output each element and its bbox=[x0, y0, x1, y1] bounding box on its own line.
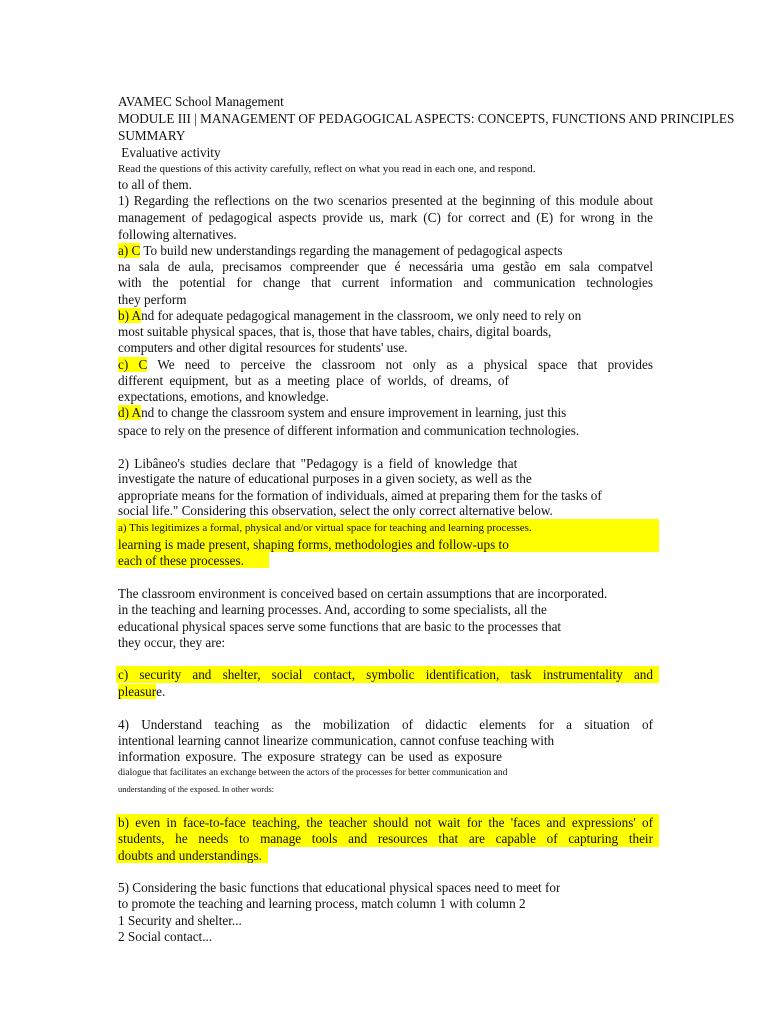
q3-stem-line-4: they occur, they are: bbox=[118, 635, 226, 650]
activity-heading: Evaluative activity bbox=[118, 145, 221, 160]
q1-option-a-line-4: they perform bbox=[118, 292, 187, 307]
q1-option-d bbox=[118, 405, 566, 421]
q3-stem-line-1: The classroom environment is conceived based on certain assumptions that are incorporated. bbox=[118, 586, 608, 601]
q1-option-b-marker: b) A bbox=[118, 308, 142, 323]
platform-title: AVAMEC School Management bbox=[118, 94, 284, 109]
q5-item-2: 2 Social contact... bbox=[118, 929, 213, 944]
summary-heading: SUMMARY bbox=[118, 128, 186, 143]
q1-option-c-line-2: different equipment, but as a meeting place of worlds, of dreams, of bbox=[118, 373, 509, 388]
q4-answer-line-2: students, he needs to manage tools and resources that are capable of capturing their bbox=[118, 831, 653, 846]
q1-option-a-line-2: na sala de aula, precisamos compreender que é necessária uma gestão em sala compatvel bbox=[118, 259, 653, 274]
q5-item-1: 1 Security and shelter... bbox=[118, 913, 242, 928]
q1-option-b bbox=[118, 308, 581, 324]
q3-answer-line-2-highlighted: pleasur bbox=[118, 684, 157, 699]
q2-answer-line-3: each of these processes. bbox=[118, 553, 244, 568]
q4-stem-line-1: 4) Understand teaching as the mobilization of didactic elements for a situation of bbox=[118, 717, 653, 732]
q1-option-c bbox=[118, 357, 653, 373]
q1-option-a-line-3: with the potential for change that current information and communication technologies bbox=[118, 275, 653, 290]
q1-option-c-line-3: expectations, emotions, and knowledge. bbox=[118, 389, 329, 404]
q1-option-d-line-2: space to rely on the presence of different information and communication technologies. bbox=[118, 423, 580, 438]
q4-stem-line-3: information exposure. The exposure strategy can be used as exposure bbox=[118, 749, 502, 764]
q5-stem-line-2: to promote the teaching and learning process, match column 1 with column 2 bbox=[118, 896, 526, 911]
q1-option-d-text: nd to change the classroom system and ensure improvement in learning, just this bbox=[141, 405, 567, 420]
q2-stem-line-1: 2) Libâneo's studies declare that "Pedagogy is a field of knowledge that bbox=[118, 456, 518, 471]
q4-stem-line-2: intentional learning cannot linearize communication, cannot confuse teaching with bbox=[118, 733, 555, 748]
intro-line-1: Read the questions of this activity carefully, reflect on what you read in each one, and respond. bbox=[118, 163, 536, 175]
q1-stem-line-1: 1) Regarding the reflections on the two scenarios presented at the beginning of this module about bbox=[118, 193, 653, 208]
q1-option-d-marker: d) A bbox=[118, 405, 142, 420]
q1-option-b-line-2: most suitable physical spaces, that is, those that have tables, chairs, digital boards, bbox=[118, 324, 552, 339]
q1-option-c-marker: c) C bbox=[118, 357, 148, 372]
q4-answer-line-1: b) even in face-to-face teaching, the teacher should not wait for the 'faces and expressions' of bbox=[118, 815, 653, 830]
intro-line-2: to all of them. bbox=[118, 177, 192, 192]
q4-small-line-2: understanding of the exposed. In other words: bbox=[118, 784, 275, 794]
q1-option-b-line-3: computers and other digital resources for students' use. bbox=[118, 340, 408, 355]
q2-stem-line-4: social life." Considering this observation, select the only correct alternative below. bbox=[118, 503, 553, 518]
q2-stem-line-2: investigate the nature of educational purposes in a given society, as well as the bbox=[118, 471, 532, 486]
module-title: MODULE III | MANAGEMENT OF PEDAGOGICAL ASPECTS: CONCEPTS, FUNCTIONS AND PRINCIPLES bbox=[118, 111, 735, 126]
q1-option-b-text: nd for adequate pedagogical management in the classroom, we only need to rely on bbox=[141, 308, 582, 323]
q1-option-c-text: We need to perceive the classroom not only as a physical space that provides bbox=[147, 357, 653, 372]
q4-answer-line-3: doubts and understandings. bbox=[118, 848, 262, 863]
q5-stem-line-1: 5) Considering the basic functions that educational physical spaces need to meet for bbox=[118, 880, 561, 895]
q3-stem-line-2: in the teaching and learning processes. And, according to some specialists, all the bbox=[118, 602, 547, 617]
q1-option-a-marker: a) C bbox=[118, 243, 141, 258]
q3-answer-line-2-rest: e. bbox=[156, 684, 166, 699]
q1-option-a-text: To build new understandings regarding the management of pedagogical aspects bbox=[140, 243, 563, 258]
q1-stem-line-2: management of pedagogical aspects provide us, mark (C) for correct and (E) for wrong in the bbox=[118, 210, 653, 225]
q1-stem-line-3: following alternatives. bbox=[118, 227, 237, 242]
q1-option-a bbox=[118, 243, 563, 259]
q2-stem-line-3: appropriate means for the formation of individuals, aimed at preparing them for the tasks of bbox=[118, 488, 602, 503]
q4-small-line-1: dialogue that facilitates an exchange between the actors of the processes for better communication and bbox=[118, 768, 508, 778]
q3-answer-line-1: c) security and shelter, social contact, symbolic identification, task instrumentality and bbox=[118, 667, 653, 682]
q3-answer-line-2 bbox=[118, 684, 165, 700]
q3-stem-line-3: educational physical spaces serve some functions that are basic to the processes that bbox=[118, 619, 562, 634]
q2-answer-line-2: learning is made present, shaping forms, methodologies and follow-ups to bbox=[118, 537, 509, 552]
q2-answer-line-1: a) This legitimizes a formal, physical and/or virtual space for teaching and learning processes. bbox=[118, 522, 532, 534]
